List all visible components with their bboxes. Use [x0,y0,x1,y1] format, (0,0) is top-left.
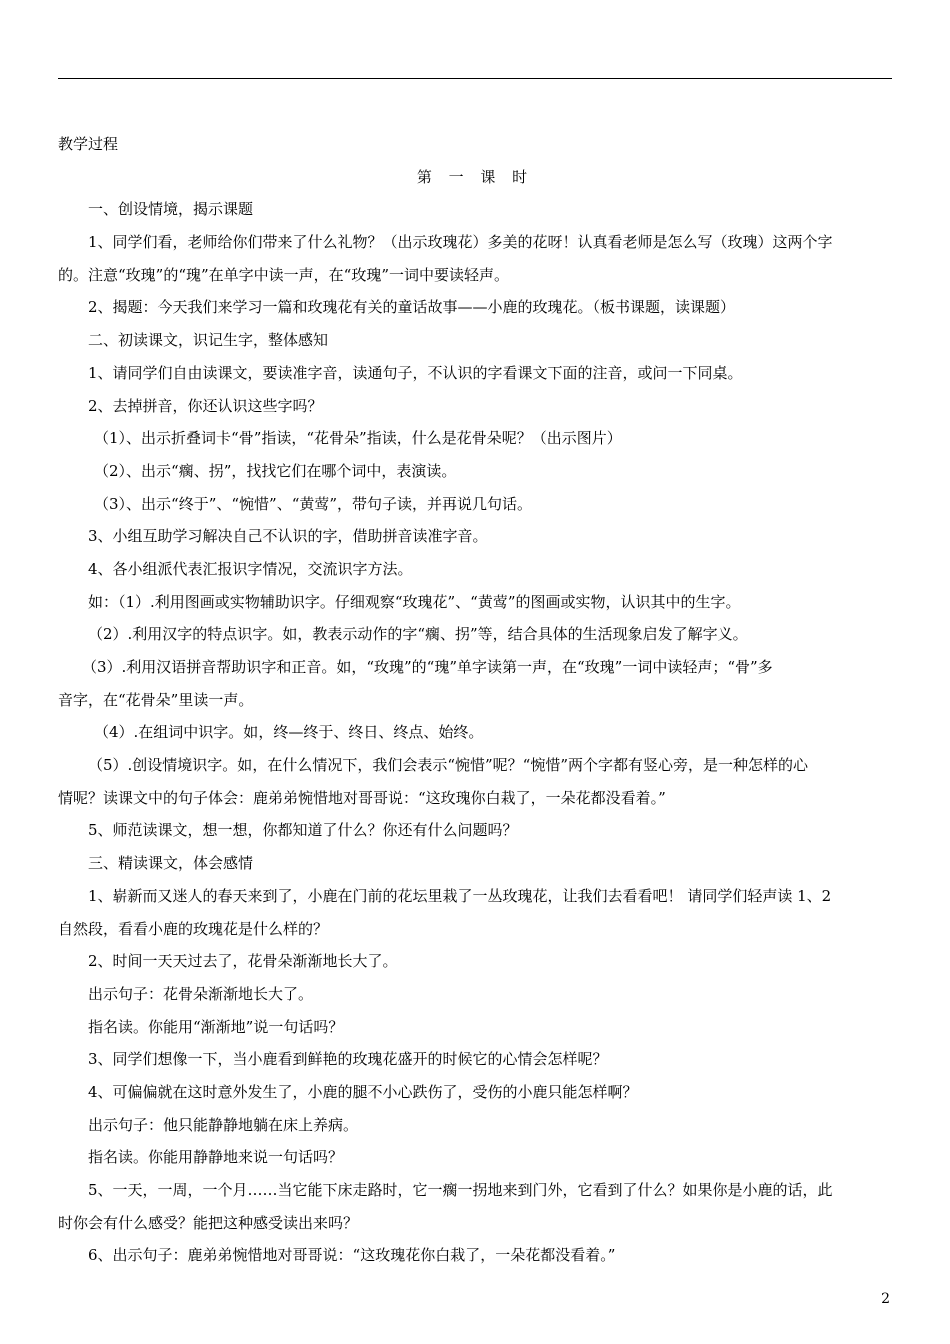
paragraph-line: 三、精读课文，体会感情 [88,854,254,873]
paragraph-line: 自然段，看看小鹿的玫瑰花是什么样的？ [58,919,329,938]
paragraph-line: 1、请同学们自由读课文，要读准字音，读通句子，不认识的字看课文下面的注音，或问一下同桌。 [88,363,743,382]
header-rule [58,78,892,79]
paragraph-line: 情呢？读课文中的句子体会：鹿弟弟惋惜地对哥哥说：“这玫瑰你白栽了，一朵花都没看着。” [58,788,666,807]
paragraph-line: 4、各小组派代表汇报识字情况，交流识字方法。 [88,559,413,578]
paragraph-line: 如：（1）.利用图画或实物辅助识字。仔细观察“玫瑰花”、“黄莺”的图画或实物，认识其中的生字。 [88,592,741,611]
paragraph-line: 出示句子：花骨朵渐渐地长大了。 [88,984,314,1003]
lesson-heading: 第 一 课 时 [416,167,534,186]
paragraph-line: （2）、出示“瘸、拐”，找找它们在哪个词中，表演读。 [94,461,457,480]
paragraph-line: （2）.利用汉字的特点识字。如，教表示动作的字“瘸、拐”等，结合具体的生活现象启发了解字义。 [88,625,748,644]
paragraph-line: 2、去掉拼音，你还认识这些字吗？ [88,396,323,415]
section-title: 教学过程 [58,135,119,153]
paragraph-line: 3、小组互助学习解决自己不认识的字，借助拼音读准字音。 [88,527,488,546]
paragraph-line: （5）.创设情境识字。如，在什么情况下，我们会表示“惋惜”呢？“惋惜”两个字都有竖心旁，是一种怎样的心 [88,756,808,775]
paragraph-line: 1、崭新而又迷人的春天来到了，小鹿在门前的花坛里栽了一丛玫瑰花，让我们去看看吧！ 请同学们轻声读 1、2 [88,886,832,905]
paragraph-line: 5、师范读课文，想一想，你都知道了什么？你还有什么问题吗？ [88,821,518,840]
document-body [58,128,892,1272]
paragraph-line: （4）.在组词中识字。如，终—终于、终日、终点、始终。 [94,723,484,742]
paragraph-line: 5、一天，一周，一个月……当它能下床走路时，它一瘸一拐地来到门外，它看到了什么？如果你是小鹿的话，此 [88,1181,833,1199]
paragraph-line: 2、揭题：今天我们来学习一篇和玫瑰花有关的童话故事——小鹿的玫瑰花。（板书课题，读课题） [88,298,736,317]
paragraph-line: 2、时间一天天过去了，花骨朵渐渐地长大了。 [88,952,398,971]
paragraph-line: （3）、出示“终于”、“惋惜”、“黄莺”，带句子读，并再说几句话。 [94,494,533,513]
paragraph-line: 指名读。你能用静静地来说一句话吗？ [88,1148,344,1167]
paragraph-line: 1、同学们看，老师给你们带来了什么礼物？（出示玫瑰花）多美的花呀！认真看老师是怎么写（玫瑰）这两个字 [88,233,833,252]
paragraph-line: （3）.利用汉语拼音帮助识字和正音。如，“玫瑰”的“瑰”单字读第一声，在“玫瑰”一词中读轻声；“骨”多 [82,658,773,676]
paragraph-line: 6、出示句子：鹿弟弟惋惜地对哥哥说：“这玫瑰花你白栽了，一朵花都没看着。” [88,1246,616,1265]
paragraph-line: 指名读。你能用“渐渐地”说一句话吗？ [88,1017,344,1036]
paragraph-line: 时你会有什么感受？能把这种感受读出来吗？ [58,1213,359,1232]
page-number: 2 [881,1291,890,1307]
paragraph-line: 出示句子：他只能静静地躺在床上养病。 [88,1115,359,1134]
paragraph-line: 二、初读课文，识记生字，整体感知 [88,331,329,350]
paragraph-line: 音字，在“花骨朵”里读一声。 [58,690,254,709]
paragraph-line: 的。注意“玫瑰”的“瑰”在单字中读一声，在“玫瑰”一词中要读轻声。 [58,265,510,284]
paragraph-line: 3、同学们想像一下，当小鹿看到鲜艳的玫瑰花盛开的时候它的心情会怎样呢？ [88,1050,608,1069]
paragraph-line: 一、创设情境，揭示课题 [88,200,254,219]
paragraph-line: （1）、出示折叠词卡“骨”指读，“花骨朵”指读，什么是花骨朵呢？（出示图片） [94,429,622,448]
paragraph-line: 4、可偏偏就在这时意外发生了，小鹿的腿不小心跌伤了，受伤的小鹿只能怎样啊？ [88,1082,638,1101]
